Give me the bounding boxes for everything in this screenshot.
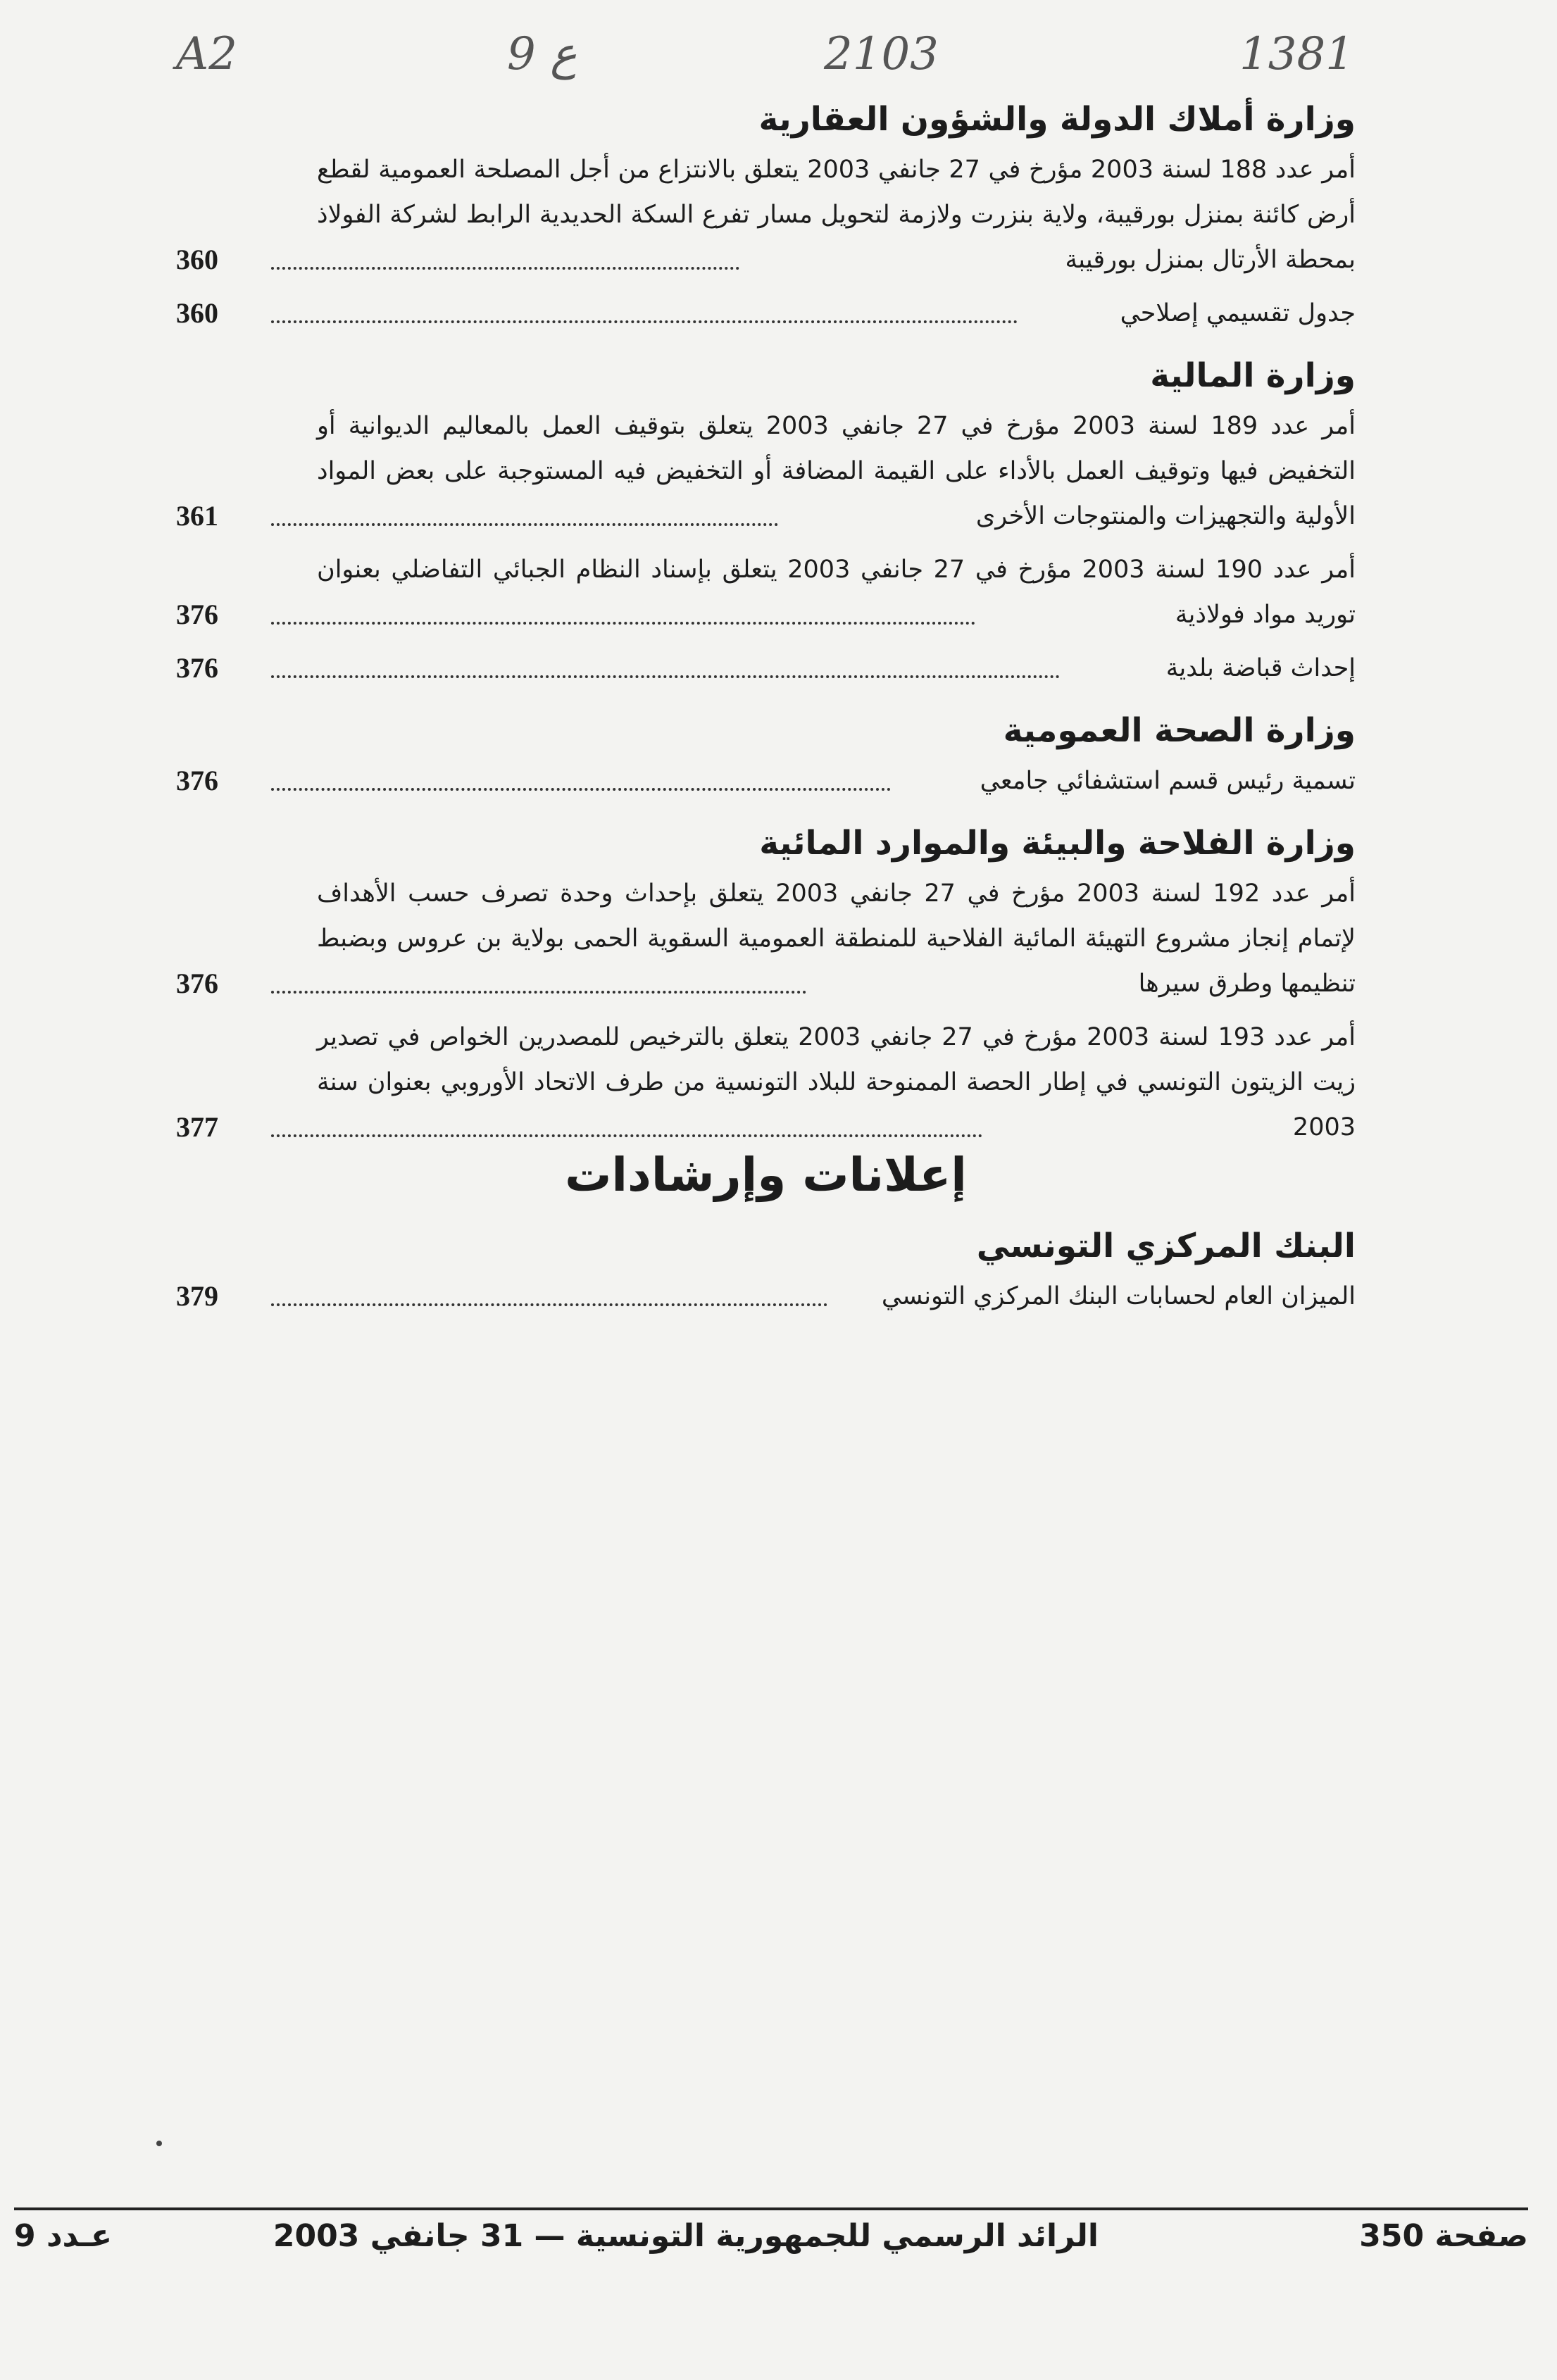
toc-entry bbox=[176, 758, 1356, 803]
handwritten-note-c: 2103 bbox=[824, 28, 939, 80]
toc-entry bbox=[176, 403, 1356, 539]
dot-leader bbox=[271, 267, 739, 270]
dot-leader bbox=[271, 1303, 827, 1306]
dot-leader bbox=[271, 788, 891, 791]
toc-entry bbox=[176, 547, 1356, 637]
section-title-public-health: وزارة الصحة العمومية bbox=[1003, 711, 1356, 750]
toc-entry bbox=[176, 1274, 1356, 1319]
page-number: 361 bbox=[176, 500, 218, 532]
dot-leader bbox=[271, 320, 1018, 323]
section-title-central-bank: البنك المركزي التونسي bbox=[976, 1227, 1356, 1265]
scan-speck bbox=[156, 2141, 162, 2146]
entry-text: الميزان العام لحسابات البنك المركزي التونسي bbox=[881, 1282, 1356, 1310]
announcements-heading: إعلانات وإرشادات bbox=[565, 1148, 967, 1202]
toc-entry bbox=[176, 1015, 1356, 1150]
page-number: 360 bbox=[176, 297, 218, 329]
footer-page-number: صفحة 350 bbox=[1359, 2218, 1528, 2254]
entry-text: أمر عدد 190 لسنة 2003 مؤرخ في 27 جانفي 2003 يتعلق بإسناد النظام الجبائي التفاضلي بعنوان توريد مواد فولاذية bbox=[317, 556, 1356, 629]
page-number: 376 bbox=[176, 967, 218, 999]
section-title-finance: وزارة المالية bbox=[1150, 356, 1356, 395]
footer-issue-number: عـدد 9 bbox=[14, 2218, 113, 2254]
handwritten-note-d: 1381 bbox=[1239, 28, 1354, 80]
page-number: 376 bbox=[176, 652, 218, 684]
entry-text: تسمية رئيس قسم استشفائي جامعي bbox=[980, 767, 1356, 795]
entry-text: إحداث قباضة بلدية bbox=[1165, 654, 1356, 682]
section-title-state-property: وزارة أملاك الدولة والشؤون العقارية bbox=[758, 100, 1356, 139]
handwritten-note-a: A2 bbox=[176, 28, 237, 80]
dot-leader bbox=[271, 1134, 982, 1137]
handwritten-note-b: 9 ع bbox=[507, 28, 577, 80]
dot-leader bbox=[271, 991, 806, 994]
toc-entry bbox=[176, 147, 1356, 282]
page-footer bbox=[14, 2218, 1528, 2267]
toc-entry bbox=[176, 646, 1356, 691]
entry-text: أمر عدد 193 لسنة 2003 مؤرخ في 27 جانفي 2003 يتعلق بالترخيص للمصدرين الخواص في تصدير زيت الزيتون التونسي في إطار الحصة الممنوحة للبلاد التونسية من طرف الاتحاد الأوروبي بعنوان سنة 2003 bbox=[317, 1023, 1356, 1141]
page-number: 376 bbox=[176, 599, 218, 630]
section-title-agriculture: وزارة الفلاحة والبيئة والموارد المائية bbox=[759, 824, 1356, 863]
toc-entry bbox=[176, 871, 1356, 1006]
table-of-contents bbox=[176, 95, 1356, 1158]
toc-entry bbox=[176, 291, 1356, 336]
announcements-contents bbox=[176, 1222, 1356, 1327]
page-number: 379 bbox=[176, 1280, 218, 1312]
dot-leader bbox=[271, 622, 975, 625]
entry-text: أمر عدد 192 لسنة 2003 مؤرخ في 27 جانفي 2003 يتعلق بإحداث وحدة تصرف حسب الأهداف لإتمام إنجاز مشروع التهيئة المائية الفلاحية للمنطقة العمومية السقوية الحمى بولاية بن عروس وبضبط تنظيمها وطرق سيرها bbox=[317, 879, 1356, 998]
footer-publication: الرائد الرسمي للجمهورية التونسية — 31 جانفي 2003 bbox=[273, 2218, 1099, 2254]
dot-leader bbox=[271, 675, 1060, 678]
entry-text: أمر عدد 189 لسنة 2003 مؤرخ في 27 جانفي 2003 يتعلق بتوقيف العمل بالمعاليم الديوانية أو التخفيض فيها وتوقيف العمل بالأداء على القيمة المضافة أو التخفيض فيه المستوجبة على بعض المواد الأولية والتجهيزات والمنتوجات الأخرى bbox=[317, 412, 1356, 530]
footer-rule bbox=[14, 2207, 1528, 2210]
dot-leader bbox=[271, 523, 778, 526]
page-number: 360 bbox=[176, 244, 218, 275]
page-number: 377 bbox=[176, 1111, 218, 1143]
entry-text: أمر عدد 188 لسنة 2003 مؤرخ في 27 جانفي 2003 يتعلق بالانتزاع من أجل المصلحة العمومية لقطع أرض كائنة بمنزل بورقيبة، ولاية بنزرت ولازمة لتحويل مسار تفرع السكة الحديدية الرابط لشركة الفولاذ بمحطة الأرتال بمنزل بورقيبة bbox=[317, 156, 1356, 274]
entry-text: جدول تقسيمي إصلاحي bbox=[1120, 299, 1356, 327]
page-number: 376 bbox=[176, 765, 218, 796]
